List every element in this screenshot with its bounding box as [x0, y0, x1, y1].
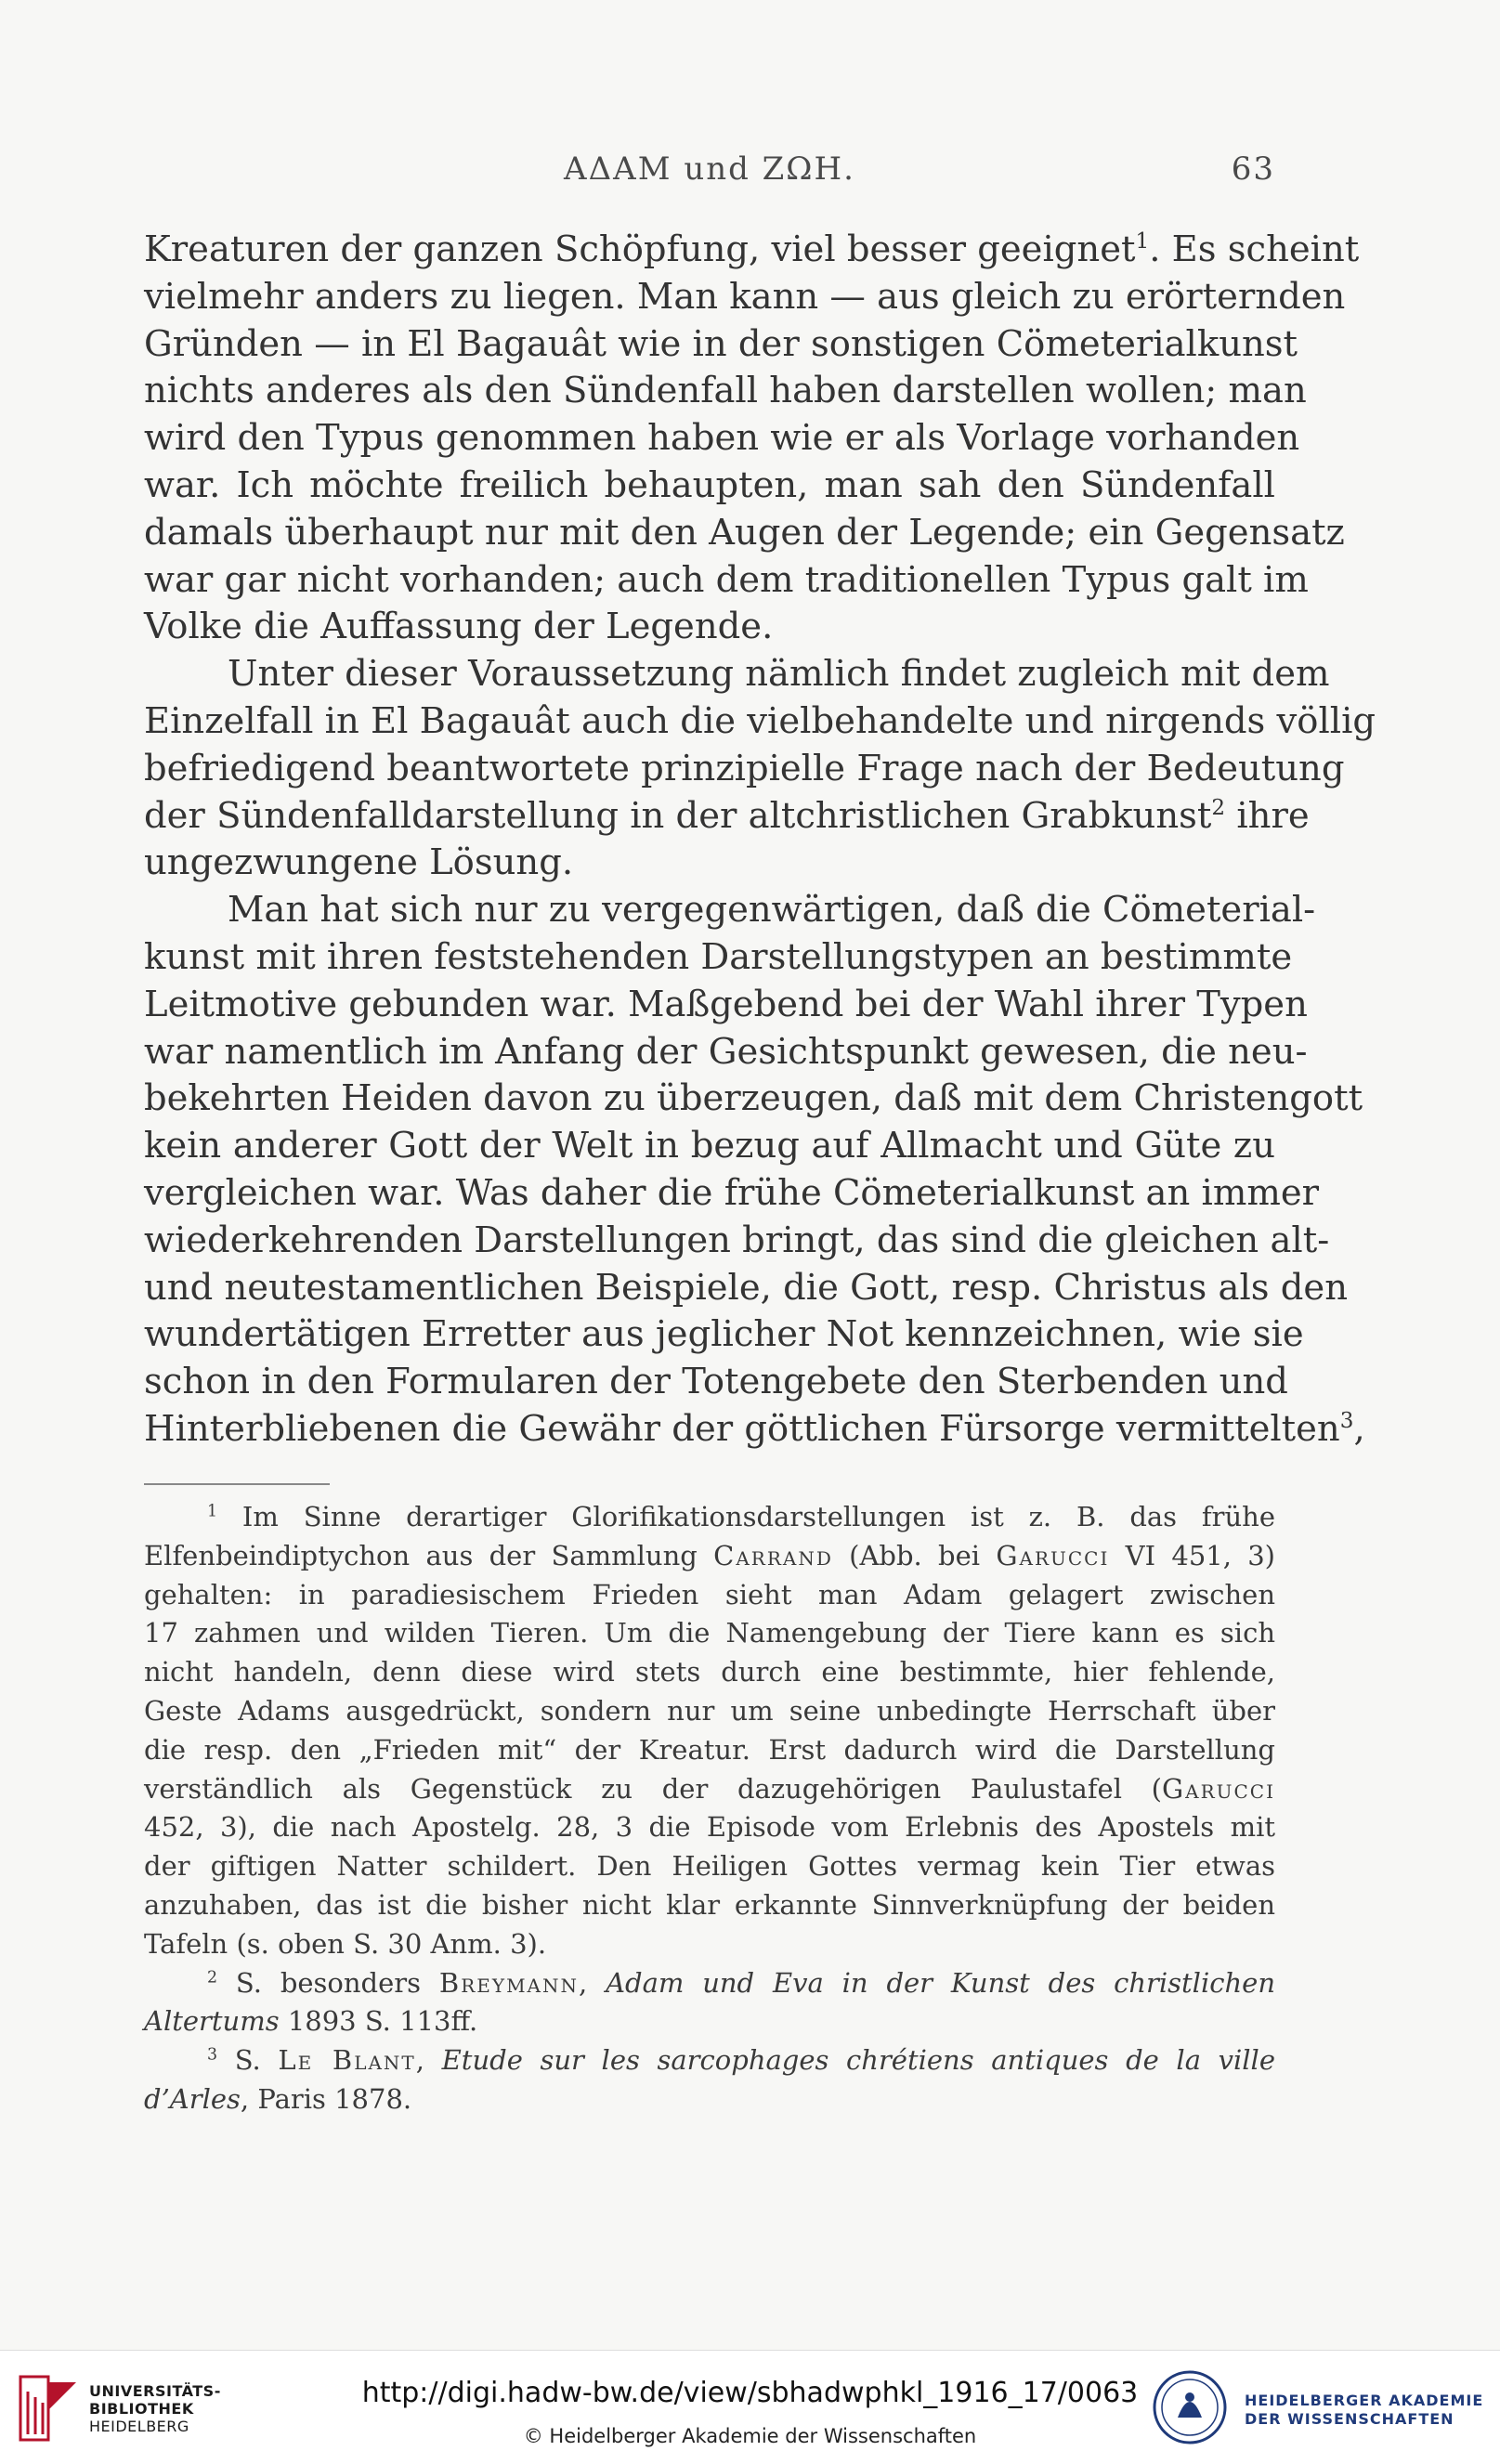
- footnote-line: Elfenbeindiptychon aus der Sammlung Carrand (Abb. bei Garucci VI 451, 3): [144, 1539, 1275, 1571]
- text-line: befriedigend beantwortete prinzipielle Frage nach der Bedeutung: [144, 747, 1345, 789]
- text-line: der Sündenfalldarstellung in der altchristlichen Grabkunst$^2$ ihre: [144, 794, 1310, 837]
- text-line: damals überhaupt nur mit den Augen der Legende; ein Gegensatz: [144, 511, 1345, 554]
- footnotes: [144, 1498, 1275, 2119]
- text-line: schon in den Formularen der Totengebete den Sterbenden und: [144, 1361, 1288, 1403]
- main-text: [144, 227, 1376, 1454]
- text-line: kunst mit ihren feststehenden Darstellungstypen an bestimmte: [144, 935, 1293, 978]
- footnote-line: nicht handeln, denn diese wird stets durch eine bestimmte, hier fehlende,: [144, 1656, 1275, 1688]
- text-line: ungezwungene Lösung.: [144, 841, 574, 884]
- copyright-notice: © Heidelberger Akademie der Wissenschaften: [523, 2425, 977, 2447]
- text-line: kein anderer Gott der Welt in bezug auf Allmacht und Güte zu: [144, 1125, 1275, 1167]
- footnote-line: anzuhaben, das ist die bisher nicht klar erkannte Sinnverknüpfung der beiden: [144, 1888, 1275, 1921]
- academy-seal-icon: [1152, 2369, 1228, 2445]
- text-line: vergleichen war. Was daher die frühe Cömeterialkunst an immer: [144, 1171, 1320, 1214]
- permalink-url[interactable]: http://digi.hadw-bw.de/view/sbhadwphkl_1916_17/0063: [361, 2377, 1139, 2409]
- text-line: Volke die Auffassung der Legende.: [144, 606, 774, 648]
- text-line: war namentlich im Anfang der Gesichtspunkt gewesen, die neu-: [144, 1030, 1308, 1073]
- footnote-line: $^2$ S. besonders Breymann, Adam und Eva in der Kunst des christlichen: [207, 1966, 1275, 1999]
- footnote-line: gehalten: in paradiesischem Frieden sieht man Adam gelagert zwischen: [144, 1578, 1275, 1610]
- page-number: 63: [1231, 150, 1275, 188]
- footnote-line: $^1$ Im Sinne derartiger Glorifikationsdarstellungen ist z. B. das frühe: [207, 1501, 1275, 1532]
- footnote-line: 452, 3), die nach Apostelg. 28, 3 die Episode vom Erlebnis des Apostels mit: [144, 1811, 1275, 1844]
- running-head: [144, 150, 1275, 197]
- text-line: wiederkehrenden Darstellungen bringt, das sind die gleichen alt-: [144, 1219, 1330, 1261]
- text-line: war. Ich möchte freilich behaupten, man sah den Sündenfall: [144, 463, 1275, 506]
- text-line: vielmehr anders zu liegen. Man kann — aus gleich zu erörternden: [144, 275, 1346, 318]
- text-line: Einzelfall in El Bagauât auch die vielbehandelte und nirgends völlig: [144, 699, 1376, 742]
- text-line: und neutestamentlichen Beispiele, die Gott, resp. Christus als den: [144, 1266, 1348, 1309]
- footnote-line: verständlich als Gegenstück zu der dazugehörigen Paulustafel (Garucci: [144, 1772, 1275, 1805]
- footnote-line: $^3$ S. Le Blant, Etude sur les sarcophages chrétiens antiques de la ville: [207, 2044, 1275, 2077]
- text-line: Hinterbliebenen die Gewähr der göttlichen Fürsorge vermittelten$^3$,: [144, 1407, 1365, 1450]
- text-line: Kreaturen der ganzen Schöpfung, viel besser geeignet$^1$. Es scheint: [144, 228, 1360, 270]
- footnote-line: Tafeln (s. oben S. 30 Anm. 3).: [144, 1927, 547, 1960]
- academy-name: HEIDELBERGER AKADEMIE DER WISSENSCHAFTEN: [1245, 2392, 1484, 2428]
- text-line: bekehrten Heiden davon zu überzeugen, daß mit dem Christengott: [144, 1077, 1363, 1120]
- text-line: Leitmotive gebunden war. Maßgebend bei der Wahl ihrer Typen: [144, 983, 1308, 1025]
- text-line: Gründen — in El Bagauât wie in der sonstigen Cömeterialkunst: [144, 322, 1298, 365]
- footer-bar: [0, 2350, 1500, 2464]
- text-line: Unter dieser Voraussetzung nämlich findet zugleich mit dem: [228, 653, 1330, 696]
- footnote-line: Altertums 1893 S. 113ff.: [144, 2005, 478, 2038]
- footnote-rule: [144, 1483, 330, 1485]
- footnote-line: 17 zahmen und wilden Tieren. Um die Namengebung der Tiere kann es sich: [144, 1617, 1275, 1649]
- text-line: wird den Typus genommen haben wie er als Vorlage vorhanden: [144, 417, 1300, 460]
- footnote-line: der giftigen Natter schildert. Den Heiligen Gottes vermag kein Tier etwas: [144, 1850, 1275, 1883]
- footnote-line: die resp. den „Frieden mit“ der Kreatur. Erst dadurch wird die Darstellung: [144, 1733, 1275, 1766]
- footnote-line: Geste Adams ausgedrückt, sondern nur um seine unbedingte Herrschaft über: [144, 1694, 1275, 1727]
- text-line: nichts anderes als den Sündenfall haben darstellen wollen; man: [144, 370, 1307, 412]
- library-name: UNIVERSITÄTS- BIBLIOTHEK HEIDELBERG: [89, 2382, 221, 2435]
- text-line: wundertätigen Erretter aus jeglicher Not kennzeichnen, wie sie: [144, 1313, 1304, 1356]
- text-line: war gar nicht vorhanden; auch dem traditionellen Typus galt im: [144, 558, 1309, 601]
- text-line: Man hat sich nur zu vergegenwärtigen, daß die Cömeterial-: [228, 889, 1316, 932]
- footnote-line: d’Arles, Paris 1878.: [144, 2082, 412, 2115]
- running-title: ΑΔΑΜ und ΖΩΗ.: [564, 150, 855, 188]
